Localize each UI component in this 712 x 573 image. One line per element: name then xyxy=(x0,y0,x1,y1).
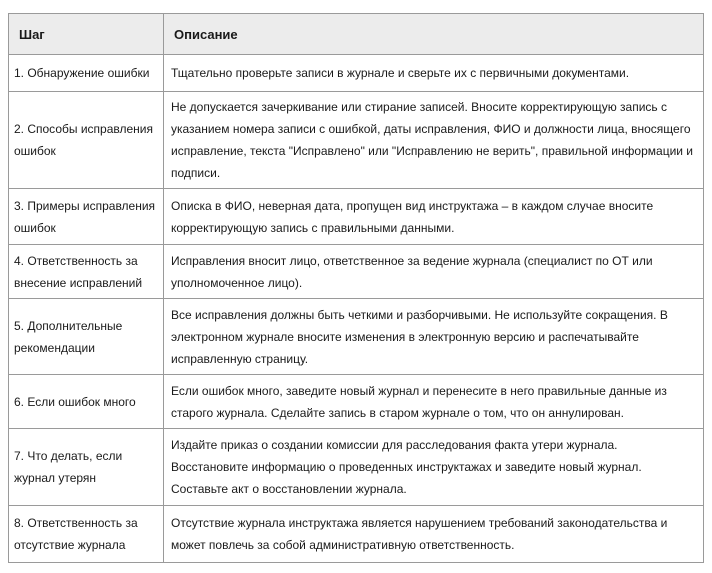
table-header-row xyxy=(9,14,704,55)
procedure-table-container xyxy=(8,13,703,563)
header-step: Шаг xyxy=(9,14,164,55)
table-row xyxy=(9,92,704,189)
step-cell: 4. Ответственность за внесение исправлений xyxy=(9,245,164,299)
table-row xyxy=(9,429,704,506)
table-row xyxy=(9,375,704,429)
table-row xyxy=(9,55,704,92)
header-description: Описание xyxy=(164,14,704,55)
description-cell: Исправления вносит лицо, ответственное за ведение журнала (специалист по ОТ или уполномоченное лицо). xyxy=(164,245,704,299)
table-row xyxy=(9,299,704,375)
description-cell: Все исправления должны быть четкими и разборчивыми. Не используйте сокращения. В электронном журнале вносите изменения в электронную версию и распечатывайте исправленную страницу. xyxy=(164,299,704,375)
table-row xyxy=(9,506,704,563)
table-row xyxy=(9,189,704,245)
description-cell: Отсутствие журнала инструктажа является нарушением требований законодательства и может повлечь за собой административную ответственность. xyxy=(164,506,704,563)
step-cell: 5. Дополнительные рекомендации xyxy=(9,299,164,375)
description-cell: Если ошибок много, заведите новый журнал и перенесите в него правильные данные из старого журнала. Сделайте запись в старом журнале о том, что он аннулирован. xyxy=(164,375,704,429)
description-cell: Не допускается зачеркивание или стирание записей. Вносите корректирующую запись с указанием номера записи с ошибкой, даты исправления, ФИО и должности лица, вносящего исправление, текста "Исправлено" или "Исправлению не верить", правильной информации и подписи. xyxy=(164,92,704,189)
step-cell: 2. Способы исправления ошибок xyxy=(9,92,164,189)
procedure-table xyxy=(8,13,704,563)
description-cell: Описка в ФИО, неверная дата, пропущен вид инструктажа – в каждом случае вносите корректирующую запись с правильными данными. xyxy=(164,189,704,245)
step-cell: 7. Что делать, если журнал утерян xyxy=(9,429,164,506)
step-cell: 1. Обнаружение ошибки xyxy=(9,55,164,92)
step-cell: 6. Если ошибок много xyxy=(9,375,164,429)
step-cell: 8. Ответственность за отсутствие журнала xyxy=(9,506,164,563)
description-cell: Издайте приказ о создании комиссии для расследования факта утери журнала. Восстановите информацию о проведенных инструктажах и заведите новый журнал. Составьте акт о восстановлении журнала. xyxy=(164,429,704,506)
description-cell: Тщательно проверьте записи в журнале и сверьте их с первичными документами. xyxy=(164,55,704,92)
step-cell: 3. Примеры исправления ошибок xyxy=(9,189,164,245)
table-row xyxy=(9,245,704,299)
